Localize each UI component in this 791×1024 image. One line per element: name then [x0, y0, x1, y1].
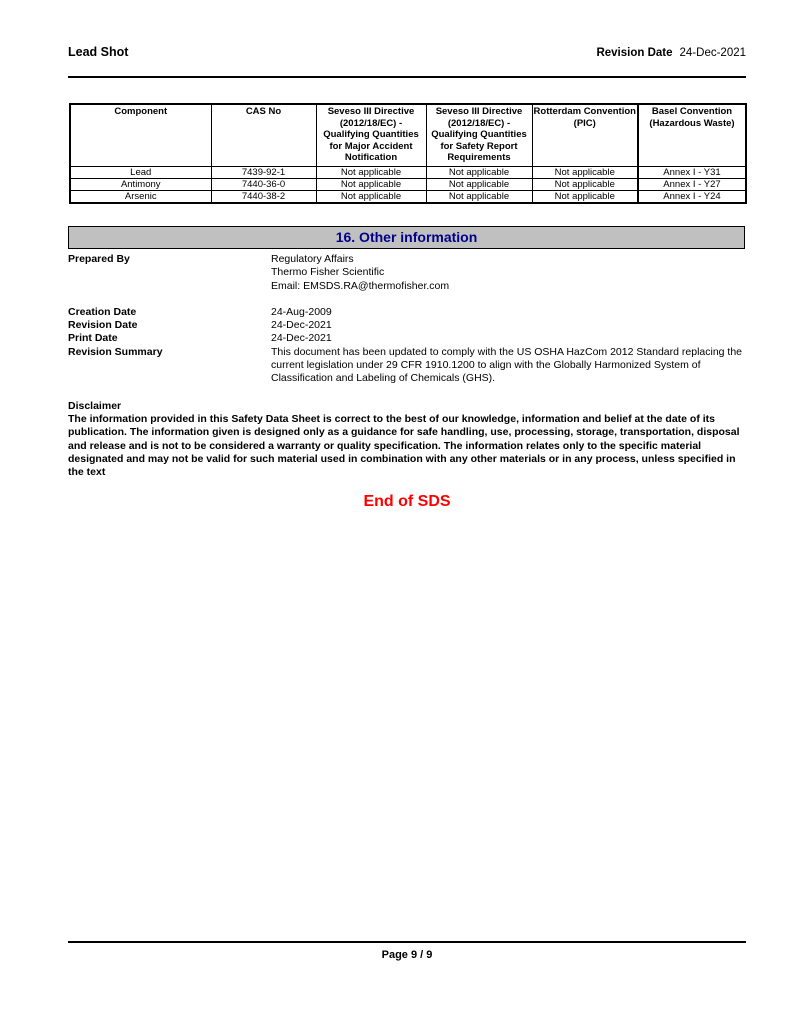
- cell-seveso-safety: Not applicable: [426, 166, 532, 178]
- cell-rotterdam: Not applicable: [532, 166, 638, 178]
- end-of-sds-marker: End of SDS: [363, 493, 451, 510]
- regulatory-table: [69, 103, 747, 204]
- col-header-seveso-major-accident: Seveso III Directive (2012/18/EC) - Qualifying Quantities for Major Accident Notification: [316, 104, 426, 166]
- cell-basel: Annex I - Y27: [638, 178, 746, 190]
- prepared-by-label: Prepared By: [68, 253, 130, 265]
- document-header: [68, 45, 746, 59]
- cell-cas-no: 7440-38-2: [211, 190, 316, 203]
- cell-cas-no: 7439-92-1: [211, 166, 316, 178]
- prepared-by-line: Thermo Fisher Scientific: [271, 266, 385, 279]
- revision-summary-row: [68, 346, 747, 386]
- col-header-seveso-safety-report: Seveso III Directive (2012/18/EC) - Qualifying Quantities for Safety Report Requirements: [426, 104, 532, 166]
- cell-seveso-safety: Not applicable: [426, 178, 532, 190]
- print-date-value: 24-Dec-2021: [271, 332, 332, 345]
- product-name: Lead Shot: [68, 45, 129, 59]
- creation-date-label: Creation Date: [68, 305, 137, 318]
- col-header-rotterdam: Rotterdam Convention (PIC): [532, 104, 638, 166]
- cell-rotterdam: Not applicable: [532, 178, 638, 190]
- revision-date-row: [68, 319, 747, 332]
- cell-component: Antimony: [70, 178, 211, 190]
- prepared-by-row: [68, 253, 747, 293]
- revision-date-value: 24-Dec-2021: [679, 47, 746, 59]
- col-header-basel: Basel Convention (Hazardous Waste): [638, 104, 746, 166]
- disclaimer-block: [68, 400, 746, 479]
- cell-rotterdam: Not applicable: [532, 190, 638, 203]
- regulatory-table-wrap: [69, 103, 745, 204]
- cell-component: Lead: [70, 166, 211, 178]
- revision-summary-label: Revision Summary: [68, 345, 163, 358]
- revision-summary-value: This document has been updated to comply with the US OSHA HazCom 2012 Standard replacing the current legislation under 29 CFR 1910.1200 to align with the Globally Harmonized System of Classification and Labeling of Chemicals (GHS).: [271, 345, 743, 385]
- other-information-block: [68, 253, 747, 386]
- col-header-cas-no: CAS No: [211, 104, 316, 166]
- cell-seveso-major: Not applicable: [316, 190, 426, 203]
- disclaimer-title: Disclaimer: [68, 400, 122, 412]
- footer-divider: [68, 941, 746, 943]
- creation-date-value: 24-Aug-2009: [271, 305, 332, 318]
- cell-basel: Annex I - Y31: [638, 166, 746, 178]
- prepared-by-value: [271, 253, 745, 293]
- table-row: [70, 190, 746, 203]
- print-date-row: [68, 332, 747, 345]
- print-date-label: Print Date: [68, 332, 118, 345]
- cell-cas-no: 7440-36-0: [211, 178, 316, 190]
- revision-date-field-label: Revision Date: [68, 319, 138, 332]
- spacer: [68, 293, 747, 306]
- page-number: Page 9 / 9: [381, 949, 433, 961]
- cell-basel: Annex I - Y24: [638, 190, 746, 203]
- col-header-component: Component: [70, 104, 211, 166]
- cell-seveso-safety: Not applicable: [426, 190, 532, 203]
- revision-date-field-value: 24-Dec-2021: [271, 319, 332, 332]
- header-divider: [68, 76, 746, 78]
- cell-seveso-major: Not applicable: [316, 166, 426, 178]
- cell-component: Arsenic: [70, 190, 211, 203]
- prepared-by-line: Regulatory Affairs: [271, 253, 354, 265]
- revision-date: [596, 47, 746, 59]
- cell-seveso-major: Not applicable: [316, 178, 426, 190]
- creation-date-row: [68, 306, 747, 319]
- table-row: [70, 166, 746, 178]
- table-row: [70, 178, 746, 190]
- table-header-row: [70, 104, 746, 166]
- section-16-header: 16. Other information: [68, 226, 745, 249]
- disclaimer-text: The information provided in this Safety Data Sheet is correct to the best of our knowledge, information and belief at the date of its publication. The information given is designed only as a guidance for safe handling, use, processing, storage, transportation, disposal and release and is not to be considered a warranty or quality specification. The information relates only to the specific material designated and may not be valid for such material used in combination with any other materials or in any process, unless specified in the text: [68, 413, 740, 479]
- prepared-by-email: Email: EMSDS.RA@thermofisher.com: [271, 279, 450, 292]
- revision-date-label: Revision Date: [596, 47, 673, 59]
